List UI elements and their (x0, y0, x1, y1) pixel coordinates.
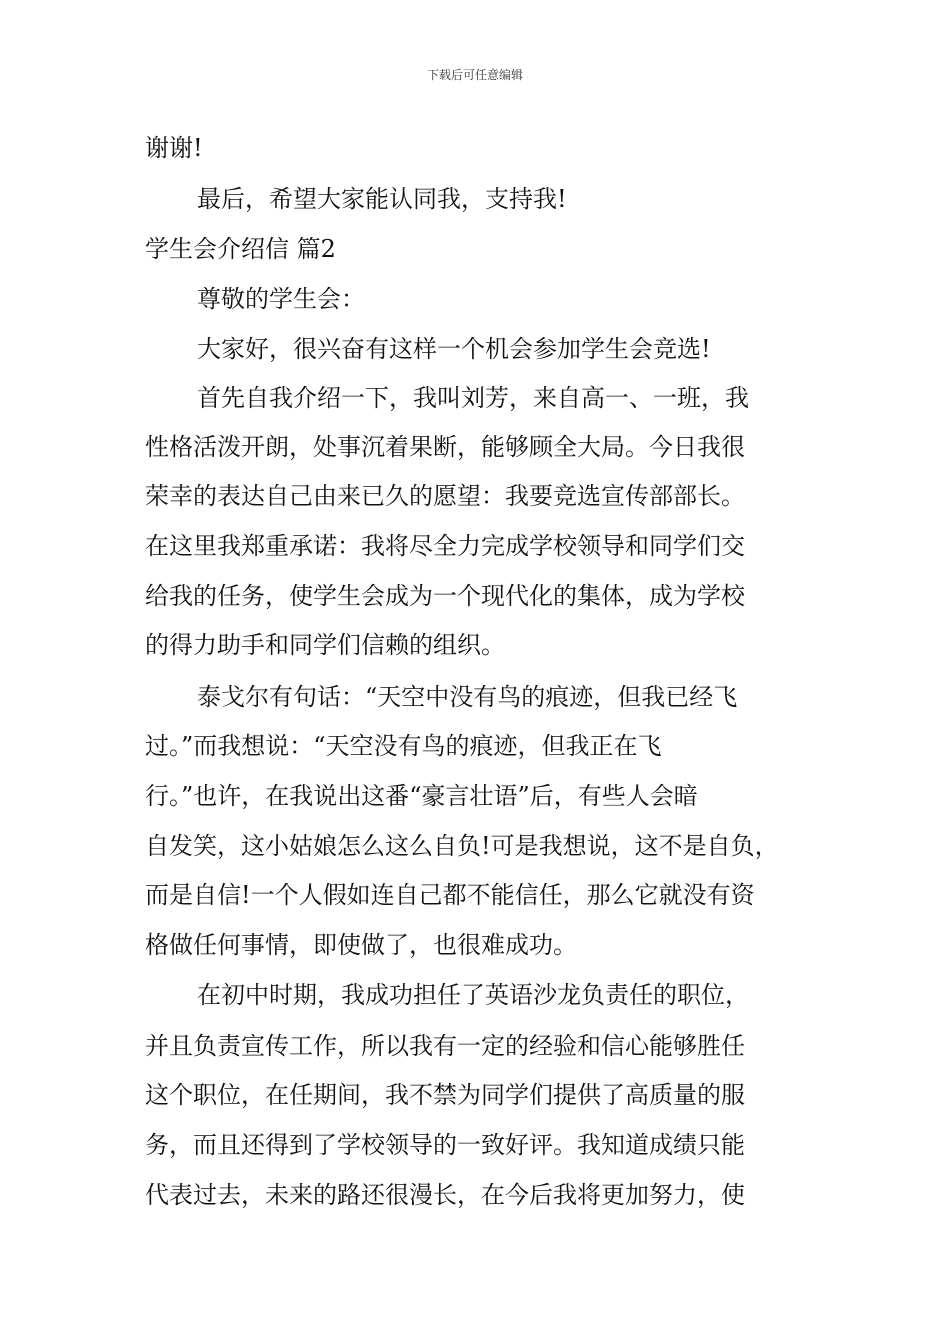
text-line: 在初中时期，我成功担任了英语沙龙负责任的职位， (197, 981, 749, 1009)
text-line: 泰戈尔有句话：“天空中没有鸟的痕迹，但我已经飞 (197, 683, 738, 711)
text-line: 谢谢! (145, 134, 203, 162)
text-line: 过。”而我想说：“天空没有鸟的痕迹，但我正在飞 (145, 732, 662, 760)
salutation: 尊敬的学生会： (197, 285, 365, 313)
text-line: 自发笑，这小姑娘怎么这么自负!可是我想说，这不是自负， (145, 832, 779, 860)
text-line: 这个职位，在任期间，我不禁为同学们提供了高质量的服 (145, 1081, 745, 1109)
text-line: 荣幸的表达自己由来已久的愿望：我要竞选宣传部部长。 (145, 482, 745, 510)
page-header: 下载后可任意编辑 (426, 68, 523, 82)
text-line: 务，而且还得到了学校领导的一致好评。我知道成绩只能 (145, 1131, 745, 1159)
text-line: 在这里我郑重承诺：我将尽全力完成学校领导和同学们交 (145, 532, 745, 560)
text-line: 并且负责宣传工作，所以我有一定的经验和信心能够胜任 (145, 1032, 745, 1060)
text-line: 大家好，很兴奋有这样一个机会参加学生会竞选! (197, 335, 711, 363)
text-line: 的得力助手和同学们信赖的组织。 (145, 631, 505, 659)
text-line: 给我的任务，使学生会成为一个现代化的集体，成为学校 (145, 582, 745, 610)
text-line: 最后，希望大家能认同我，支持我! (197, 185, 567, 213)
text-line: 代表过去，未来的路还很漫长，在今后我将更加努力，使 (145, 1181, 745, 1209)
text-line: 行。”也许，在我说出这番“豪言壮语”后，有些人会暗 (145, 782, 698, 810)
text-line: 首先自我介绍一下，我叫刘芳，来自高一、一班，我 (197, 384, 749, 412)
text-line: 性格活泼开朗，处事沉着果断，能够顾全大局。今日我很 (145, 433, 745, 461)
section-title: 学生会介绍信 篇2 (145, 235, 336, 263)
text-line: 而是自信!一个人假如连自己都不能信任，那么它就没有资 (145, 881, 755, 909)
text-line: 格做任何事情，即使做了，也很难成功。 (145, 931, 577, 959)
